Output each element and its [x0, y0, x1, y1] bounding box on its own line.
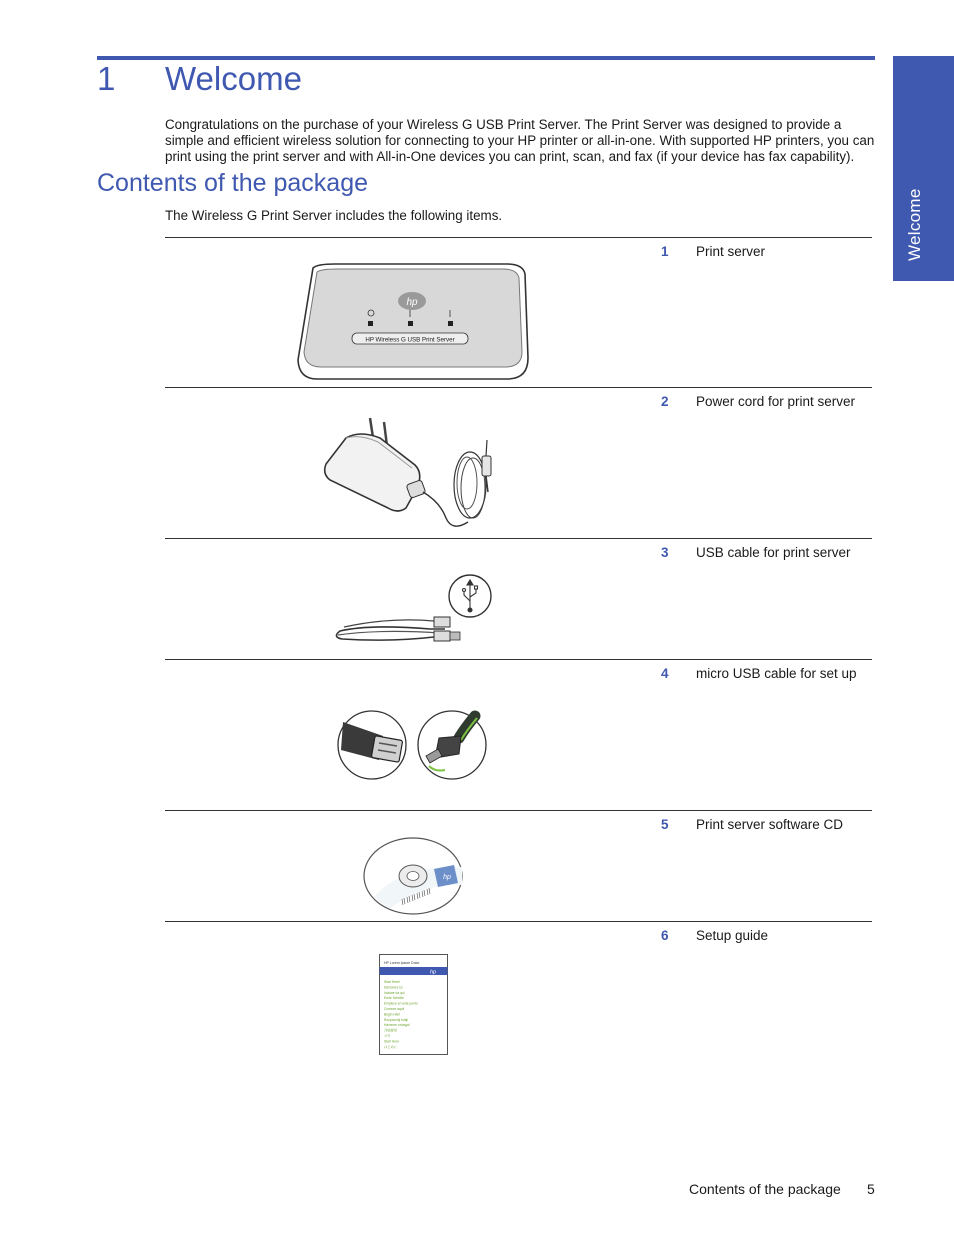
guide-line: 开始使用 — [384, 1028, 398, 1033]
guide-line: Rozpocznij tutaj! — [384, 1017, 409, 1022]
micro-usb-cable-image — [335, 708, 490, 782]
guide-line: 시작 — [384, 1034, 391, 1038]
section-lead: The Wireless G Print Server includes the following items. — [165, 208, 503, 223]
chapter-title: Welcome — [165, 60, 302, 97]
package-item-print-server — [165, 237, 872, 387]
side-tab-label: Welcome — [905, 188, 924, 261]
svg-text:hp: hp — [406, 297, 418, 308]
guide-line: はじめに — [384, 1044, 398, 1049]
guide-line: Start Here! — [384, 980, 400, 984]
section-title: Contents of the package — [97, 169, 369, 197]
item-number: 5 — [661, 817, 669, 832]
item-label: Print server software CD — [696, 817, 844, 832]
item-number: 1 — [661, 244, 669, 259]
item-label: Power cord for print server — [696, 394, 856, 409]
power-cord-image — [320, 410, 510, 535]
guide-title: HP Lorem Ipsum Dolor — [384, 961, 420, 965]
package-item-power-cord — [165, 387, 872, 538]
footer-section-title: Contents of the package — [689, 1181, 841, 1197]
usb-cable-image — [330, 569, 495, 651]
item-number: 3 — [661, 545, 669, 560]
guide-line: Start Here — [384, 1039, 400, 1044]
package-item-usb-cable — [165, 538, 872, 659]
chapter-number: 1 — [97, 60, 116, 97]
guide-line: Erste Schritte — [384, 996, 404, 1001]
device-label: HP Wireless G USB Print Server — [365, 336, 455, 344]
item-label: USB cable for print server — [696, 545, 851, 560]
guide-line: Iniziare da qui — [384, 990, 405, 995]
package-item-software-cd — [165, 810, 872, 921]
setup-guide-image — [378, 953, 450, 1057]
svg-text:hp: hp — [443, 874, 451, 881]
software-cd-image — [362, 835, 464, 917]
guide-line: Comece aqui! — [384, 1007, 405, 1011]
print-server-image — [295, 260, 530, 384]
guide-line: Begin Hier! — [384, 1012, 401, 1017]
page-number: 5 — [867, 1181, 875, 1197]
side-tab — [893, 56, 954, 281]
package-item-setup-guide — [165, 921, 872, 1062]
guide-line: Démarrez ici — [384, 985, 403, 990]
item-number: 4 — [661, 666, 669, 681]
item-label: Setup guide — [696, 928, 769, 943]
package-items — [165, 237, 872, 1062]
item-number: 6 — [661, 928, 669, 943]
intro-paragraph: Congratulations on the purchase of your Wireless G USB Print Server. The Print Server was designed to provide a simple and efficient wireless solution for connecting to your HP printer or all-in-one. With supported HP printers, you can print using the print server and with All-in-One devices you can print, scan, and fax (if your device has fax capability). — [165, 117, 875, 164]
package-item-micro-usb-cable — [165, 659, 872, 810]
guide-line: Начните отсюда! — [384, 1023, 410, 1028]
item-number: 2 — [661, 394, 669, 409]
item-label: Print server — [696, 244, 766, 259]
item-label: micro USB cable for set up — [696, 666, 857, 681]
svg-text:hp: hp — [429, 969, 437, 976]
guide-line: Empiece en este punto — [384, 1001, 418, 1006]
